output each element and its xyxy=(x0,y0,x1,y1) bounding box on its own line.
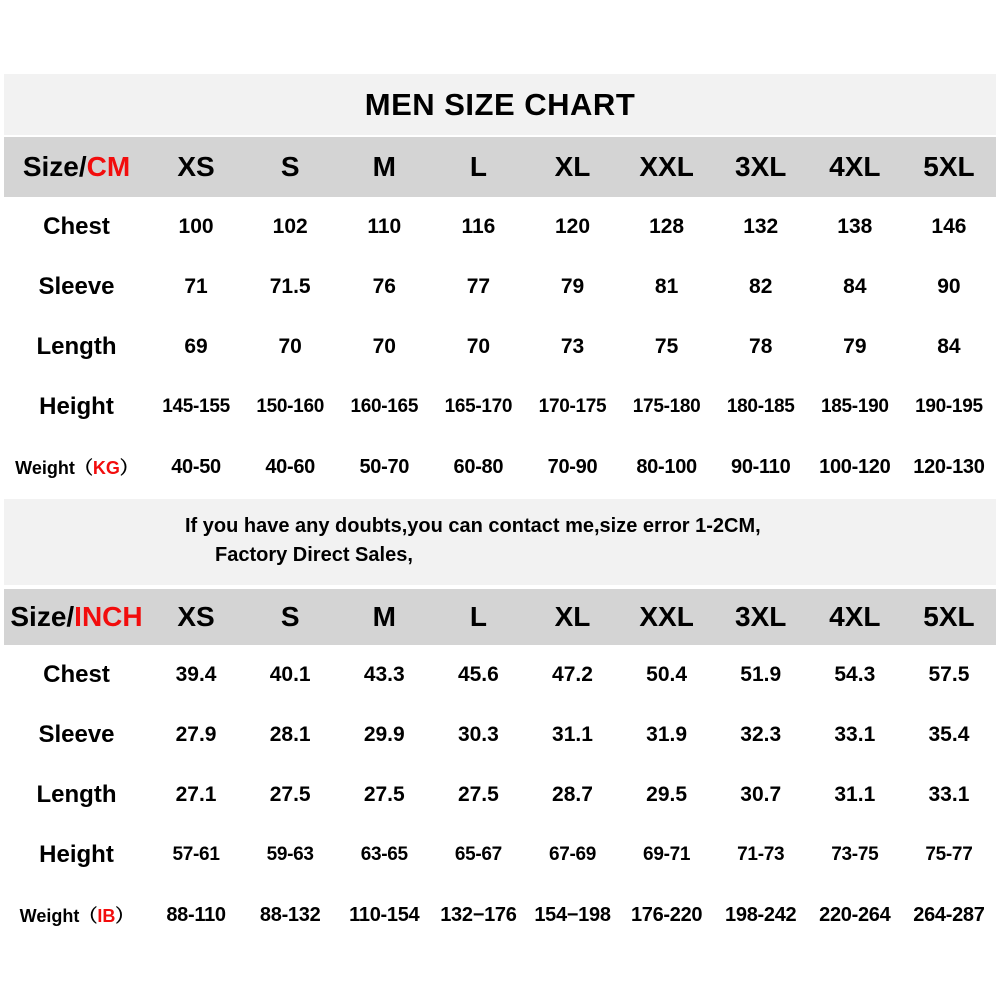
size-value-cell: 32.3 xyxy=(740,723,782,746)
size-unit-header xyxy=(4,601,149,633)
size-value-cell: 145-155 xyxy=(162,396,230,417)
size-value-cell: 132 xyxy=(743,215,779,238)
size-value-cell: 70 xyxy=(372,335,396,358)
size-column-header: XS xyxy=(177,151,215,182)
size-header-row xyxy=(4,589,996,645)
size-column-header: 5XL xyxy=(923,601,975,632)
size-value-cell: 90-110 xyxy=(731,455,791,478)
table-row xyxy=(4,885,996,945)
size-value-cell: 138 xyxy=(837,215,873,238)
size-value-cell: 79 xyxy=(560,275,585,298)
size-value-cell: 150-160 xyxy=(256,396,324,417)
size-value-cell: 35.4 xyxy=(928,723,970,746)
size-value-cell: 116 xyxy=(461,215,496,238)
size-label-text: Size/ xyxy=(22,151,87,182)
size-value-cell: 43.3 xyxy=(363,663,405,686)
size-value-cell: 110 xyxy=(367,215,402,238)
size-value-cell: 30.7 xyxy=(740,783,782,806)
table-row xyxy=(4,765,996,825)
size-value-cell: 165-170 xyxy=(444,396,513,417)
size-value-cell: 100-120 xyxy=(819,455,891,478)
size-value-cell: 146 xyxy=(931,215,967,238)
size-column-header: 3XL xyxy=(735,601,787,632)
size-value-cell: 40.1 xyxy=(269,663,311,686)
size-unit-header xyxy=(4,151,149,183)
size-value-cell: 27.5 xyxy=(269,783,311,806)
size-column-header: 5XL xyxy=(923,151,975,182)
size-value-cell: 30.3 xyxy=(457,723,499,746)
size-value-cell: 73 xyxy=(560,335,585,358)
size-value-cell: 77 xyxy=(466,275,491,298)
size-value-cell: 31.9 xyxy=(646,723,688,746)
size-value-cell: 45.6 xyxy=(457,663,499,686)
size-value-cell: 185-190 xyxy=(821,396,889,417)
size-value-cell: 31.1 xyxy=(552,723,593,746)
row-label-chest: Chest xyxy=(43,661,110,688)
cm-size-table xyxy=(4,137,996,497)
note-line-1: If you have any doubts,you can contact me,size error 1-2CM, xyxy=(185,515,761,537)
size-value-cell: 50.4 xyxy=(646,663,688,686)
size-value-cell: 57-61 xyxy=(172,844,220,865)
size-value-cell: 40-60 xyxy=(265,455,315,478)
table-row xyxy=(4,257,996,317)
table-row xyxy=(4,645,996,705)
size-value-cell: 69 xyxy=(184,335,208,358)
size-value-cell: 33.1 xyxy=(834,723,876,746)
size-value-cell: 264-287 xyxy=(913,903,985,926)
size-value-cell: 88-132 xyxy=(259,903,321,926)
size-value-cell: 51.9 xyxy=(740,663,782,686)
size-column-header: S xyxy=(280,151,300,182)
size-label-text: Size/ xyxy=(10,601,75,632)
size-value-cell: 132−176 xyxy=(440,903,517,926)
inch-size-table xyxy=(4,589,996,945)
size-value-cell: 60-80 xyxy=(453,455,504,478)
size-value-cell: 120 xyxy=(554,215,591,238)
size-value-cell: 175-180 xyxy=(632,396,701,417)
title-band xyxy=(4,74,996,135)
table-row xyxy=(4,705,996,765)
size-value-cell: 40-50 xyxy=(171,455,221,478)
size-value-cell: 190-195 xyxy=(915,396,983,417)
size-value-cell: 70-90 xyxy=(547,455,598,478)
size-unit-text: INCH xyxy=(74,601,143,632)
size-value-cell: 50-70 xyxy=(359,455,410,478)
size-column-header: XL xyxy=(554,151,591,182)
row-label-text: Weight（ xyxy=(15,458,93,478)
row-label-length: Length xyxy=(36,333,117,360)
size-value-cell: 71-73 xyxy=(737,844,785,865)
size-value-cell: 28.1 xyxy=(269,723,311,746)
size-value-cell: 75-77 xyxy=(925,844,973,865)
size-column-header: M xyxy=(372,601,396,632)
size-column-header: M xyxy=(372,151,396,182)
size-value-cell: 154−198 xyxy=(534,903,611,926)
size-value-cell: 69-71 xyxy=(643,844,691,865)
table-row xyxy=(4,825,996,885)
size-value-cell: 29.5 xyxy=(646,783,688,806)
size-value-cell: 73-75 xyxy=(831,844,879,865)
size-value-cell: 27.1 xyxy=(175,783,217,806)
row-label-sleeve: Sleeve xyxy=(38,273,115,300)
size-value-cell: 160-165 xyxy=(350,396,419,417)
size-value-cell: 70 xyxy=(466,335,491,358)
size-value-cell: 170-175 xyxy=(538,396,607,417)
size-value-cell: 78 xyxy=(749,335,773,358)
size-column-header: 4XL xyxy=(829,151,881,182)
size-value-cell: 31.1 xyxy=(834,783,876,806)
size-value-cell: 28.7 xyxy=(552,783,593,806)
size-value-cell: 102 xyxy=(272,215,308,238)
size-value-cell: 47.2 xyxy=(552,663,593,686)
page-title: MEN SIZE CHART xyxy=(364,86,636,122)
size-value-cell: 84 xyxy=(843,275,867,298)
size-column-header: XXL xyxy=(639,151,694,182)
size-value-cell: 59-63 xyxy=(266,844,314,865)
size-value-cell: 57.5 xyxy=(928,663,970,686)
size-value-cell: 82 xyxy=(749,275,773,298)
size-value-cell: 27.5 xyxy=(363,783,405,806)
table-row xyxy=(4,377,996,437)
size-value-cell: 220-264 xyxy=(819,903,891,926)
size-value-cell: 180-185 xyxy=(726,396,795,417)
size-value-cell: 70 xyxy=(278,335,302,358)
size-column-header: L xyxy=(469,601,487,632)
size-value-cell: 76 xyxy=(372,275,396,298)
size-column-header: XS xyxy=(177,601,215,632)
size-column-header: 3XL xyxy=(735,151,787,182)
size-value-cell: 63-65 xyxy=(360,844,408,865)
size-value-cell: 39.4 xyxy=(175,663,217,686)
size-value-cell: 54.3 xyxy=(834,663,876,686)
weight-unit-text: IB xyxy=(97,906,116,926)
size-value-cell: 27.5 xyxy=(457,783,499,806)
size-value-cell: 80-100 xyxy=(636,455,697,478)
size-value-cell: 120-130 xyxy=(913,455,985,478)
row-label-weight xyxy=(4,454,149,480)
size-unit-text: CM xyxy=(86,151,131,182)
size-value-cell: 100 xyxy=(178,215,214,238)
size-value-cell: 84 xyxy=(937,335,961,358)
size-value-cell: 75 xyxy=(654,335,679,358)
size-value-cell: 71.5 xyxy=(269,275,311,298)
row-label-chest: Chest xyxy=(43,213,110,240)
size-value-cell: 65-67 xyxy=(454,844,502,865)
size-value-cell: 110-154 xyxy=(349,903,420,926)
size-value-cell: 79 xyxy=(843,335,867,358)
size-value-cell: 176-220 xyxy=(630,903,703,926)
row-label-bracket: ） xyxy=(115,906,134,926)
table-row xyxy=(4,317,996,377)
row-label-height: Height xyxy=(39,393,114,420)
size-column-header: XXL xyxy=(639,601,694,632)
table-row xyxy=(4,197,996,257)
size-column-header: 4XL xyxy=(829,601,881,632)
size-value-cell: 88-110 xyxy=(166,903,226,926)
row-label-bracket: ） xyxy=(119,458,138,478)
size-value-cell: 128 xyxy=(649,215,685,238)
size-column-header: S xyxy=(280,601,300,632)
size-header-row xyxy=(4,137,996,197)
row-label-length: Length xyxy=(36,781,117,808)
size-value-cell: 71 xyxy=(184,275,208,298)
weight-unit-text: KG xyxy=(92,458,120,478)
note-line-2: Factory Direct Sales, xyxy=(215,544,413,566)
row-label-text: Weight（ xyxy=(19,906,98,926)
size-value-cell: 198-242 xyxy=(725,903,797,926)
row-label-weight xyxy=(4,902,149,928)
size-value-cell: 33.1 xyxy=(928,783,970,806)
size-column-header: L xyxy=(469,151,487,182)
row-label-height: Height xyxy=(39,841,114,868)
size-value-cell: 90 xyxy=(937,275,961,298)
size-value-cell: 29.9 xyxy=(363,723,405,746)
size-column-header: XL xyxy=(554,601,591,632)
note-band xyxy=(4,499,996,585)
size-value-cell: 67-69 xyxy=(548,844,597,865)
size-value-cell: 27.9 xyxy=(175,723,217,746)
size-value-cell: 81 xyxy=(654,275,679,298)
row-label-sleeve: Sleeve xyxy=(38,721,115,748)
table-row xyxy=(4,437,996,497)
